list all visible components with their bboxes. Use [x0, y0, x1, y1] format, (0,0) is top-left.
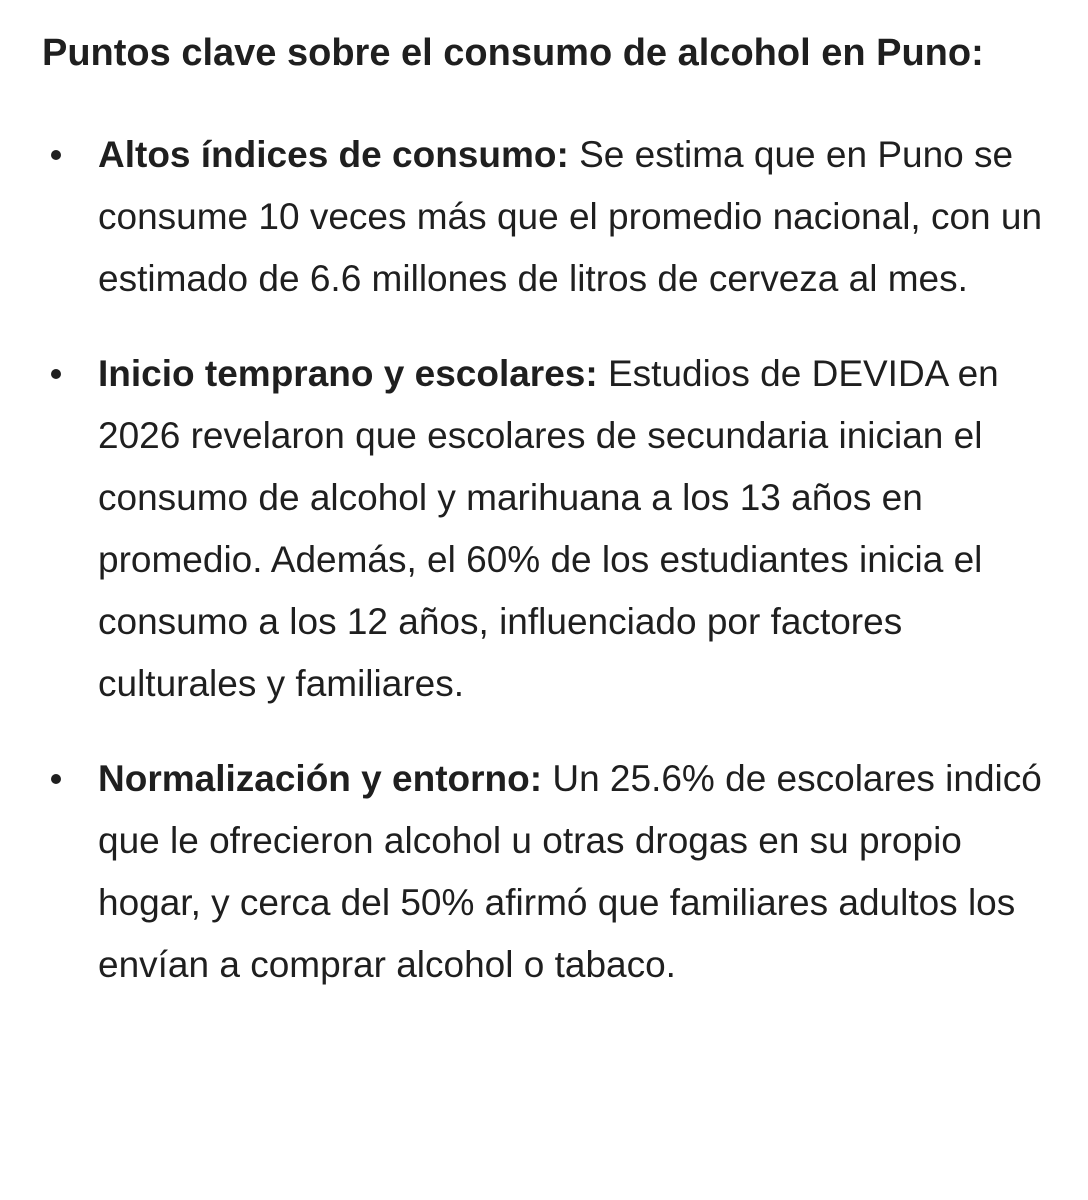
- document-body: [42, 22, 1052, 1029]
- list-item: [42, 124, 1052, 310]
- section-heading: Puntos clave sobre el consumo de alcohol en Puno:: [42, 32, 984, 74]
- point-term: Inicio temprano y escolares:: [98, 353, 598, 394]
- key-points-list: [42, 124, 1052, 996]
- bullet-icon: [46, 748, 66, 810]
- list-item: [42, 343, 1052, 715]
- point-text: Un 25.6% de escolares indicó que le ofrecieron alcohol u otras drogas en su propio hogar, y cerca del 50% afirmó que familiares adultos los envían a comprar alcohol o tabaco.: [98, 758, 1042, 985]
- list-item: [42, 748, 1052, 996]
- point-text: Se estima que en Puno se consume 10 veces más que el promedio nacional, con un estimado de 6.6 millones de litros de cerveza al mes.: [98, 134, 1043, 299]
- bullet-icon: [46, 343, 66, 405]
- point-term: Altos índices de consumo:: [98, 134, 569, 175]
- bullet-icon: [46, 124, 66, 186]
- point-term: Normalización y entorno:: [98, 758, 543, 799]
- point-text: Estudios de DEVIDA en 2026 revelaron que escolares de secundaria inician el consumo de alcohol y marihuana a los 13 años en promedio. Además, el 60% de los estudiantes inicia el consumo a los 12 años, influenciado por factores culturales y familiares.: [98, 353, 999, 704]
